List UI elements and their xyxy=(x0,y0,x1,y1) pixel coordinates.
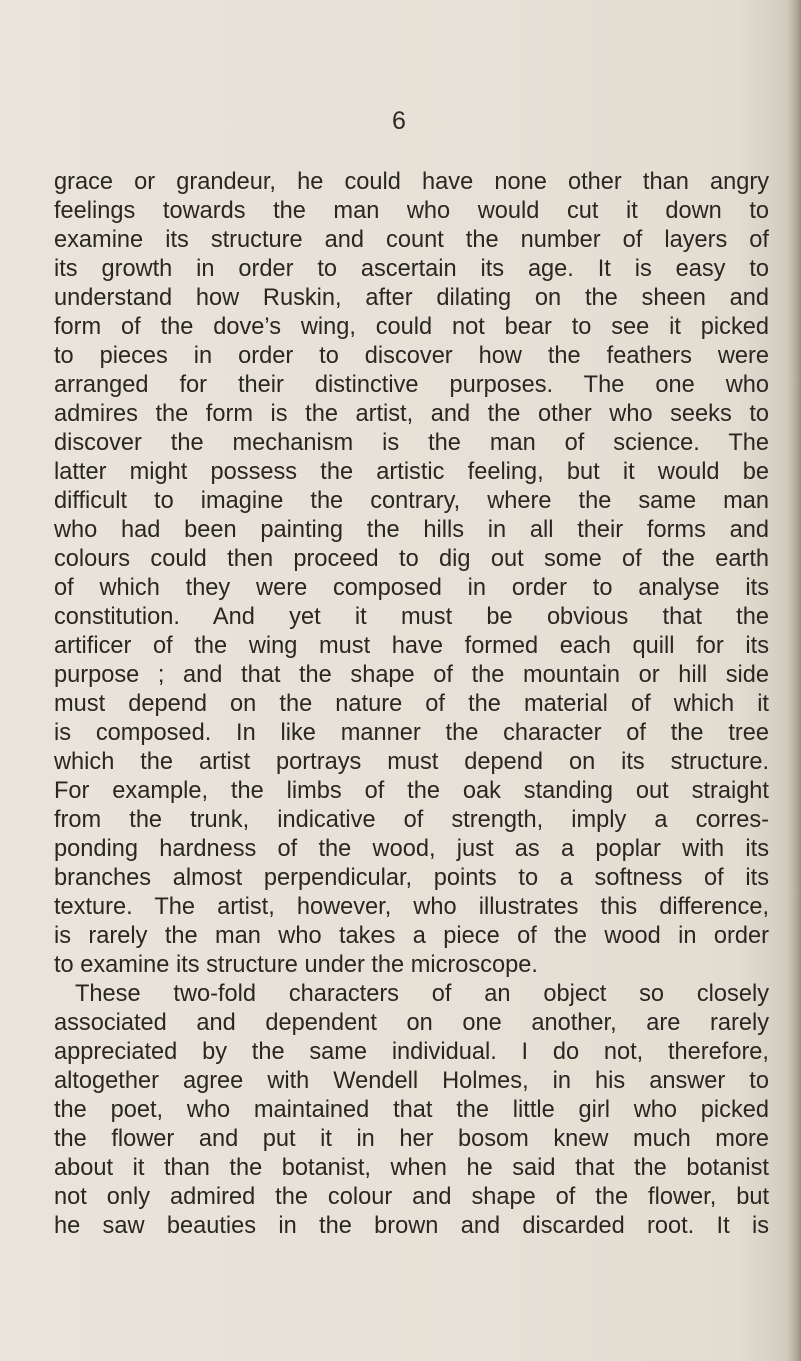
text-line: purpose ; and that the shape of the mountain or hill side xyxy=(54,662,769,688)
text-line: latter might possess the artistic feeling, but it would be xyxy=(54,459,769,485)
body-text xyxy=(54,168,769,1241)
text-line: who had been painting the hills in all their forms and xyxy=(54,517,769,543)
text-line: from the trunk, indicative of strength, imply a corres- xyxy=(54,807,769,833)
text-line: altogether agree with Wendell Holmes, in his answer to xyxy=(54,1068,769,1094)
text-line: which the artist portrays must depend on its structure. xyxy=(54,749,769,775)
text-line: to examine its structure under the microscope. xyxy=(54,952,538,978)
text-line: colours could then proceed to dig out some of the earth xyxy=(54,546,769,572)
text-line: must depend on the nature of the material of which it xyxy=(54,691,769,717)
text-line: artificer of the wing must have formed each quill for its xyxy=(54,633,769,659)
text-line: constitution. And yet it must be obvious that the xyxy=(54,604,769,630)
page-number: 6 xyxy=(392,107,406,135)
text-line: its growth in order to ascertain its age. It is easy to xyxy=(54,256,769,282)
text-line: appreciated by the same individual. I do not, therefore, xyxy=(54,1039,769,1065)
text-line: feelings towards the man who would cut it down to xyxy=(54,198,769,224)
text-line: is composed. In like manner the character of the tree xyxy=(54,720,769,746)
text-line: understand how Ruskin, after dilating on the sheen and xyxy=(54,285,769,311)
page-edge-shadow xyxy=(787,0,801,1361)
text-line: discover the mechanism is the man of science. The xyxy=(54,430,769,456)
text-line: difficult to imagine the contrary, where the same man xyxy=(54,488,769,514)
text-line: arranged for their distinctive purposes. The one who xyxy=(54,372,769,398)
text-line: admires the form is the artist, and the other who seeks to xyxy=(54,401,769,427)
text-line: about it than the botanist, when he said that the botanist xyxy=(54,1155,769,1181)
text-line: the flower and put it in her bosom knew much more xyxy=(54,1126,769,1152)
text-line: texture. The artist, however, who illustrates this difference, xyxy=(54,894,769,920)
text-line: form of the dove’s wing, could not bear to see it picked xyxy=(54,314,769,340)
text-line: grace or grandeur, he could have none other than angry xyxy=(54,169,769,195)
text-line: the poet, who maintained that the little girl who picked xyxy=(54,1097,769,1123)
text-line: is rarely the man who takes a piece of the wood in order xyxy=(54,923,769,949)
text-line: ponding hardness of the wood, just as a poplar with its xyxy=(54,836,769,862)
text-line: not only admired the colour and shape of the flower, but xyxy=(54,1184,769,1210)
text-line: of which they were composed in order to analyse its xyxy=(54,575,769,601)
text-line: associated and dependent on one another, are rarely xyxy=(54,1010,769,1036)
text-line-paragraph-start: These two-fold characters of an object so closely xyxy=(75,981,769,1007)
text-line: he saw beauties in the brown and discarded root. It is xyxy=(54,1213,769,1239)
text-line: For example, the limbs of the oak standing out straight xyxy=(54,778,769,804)
text-line: branches almost perpendicular, points to a softness of its xyxy=(54,865,769,891)
text-line: examine its structure and count the number of layers of xyxy=(54,227,769,253)
text-line: to pieces in order to discover how the feathers were xyxy=(54,343,769,369)
